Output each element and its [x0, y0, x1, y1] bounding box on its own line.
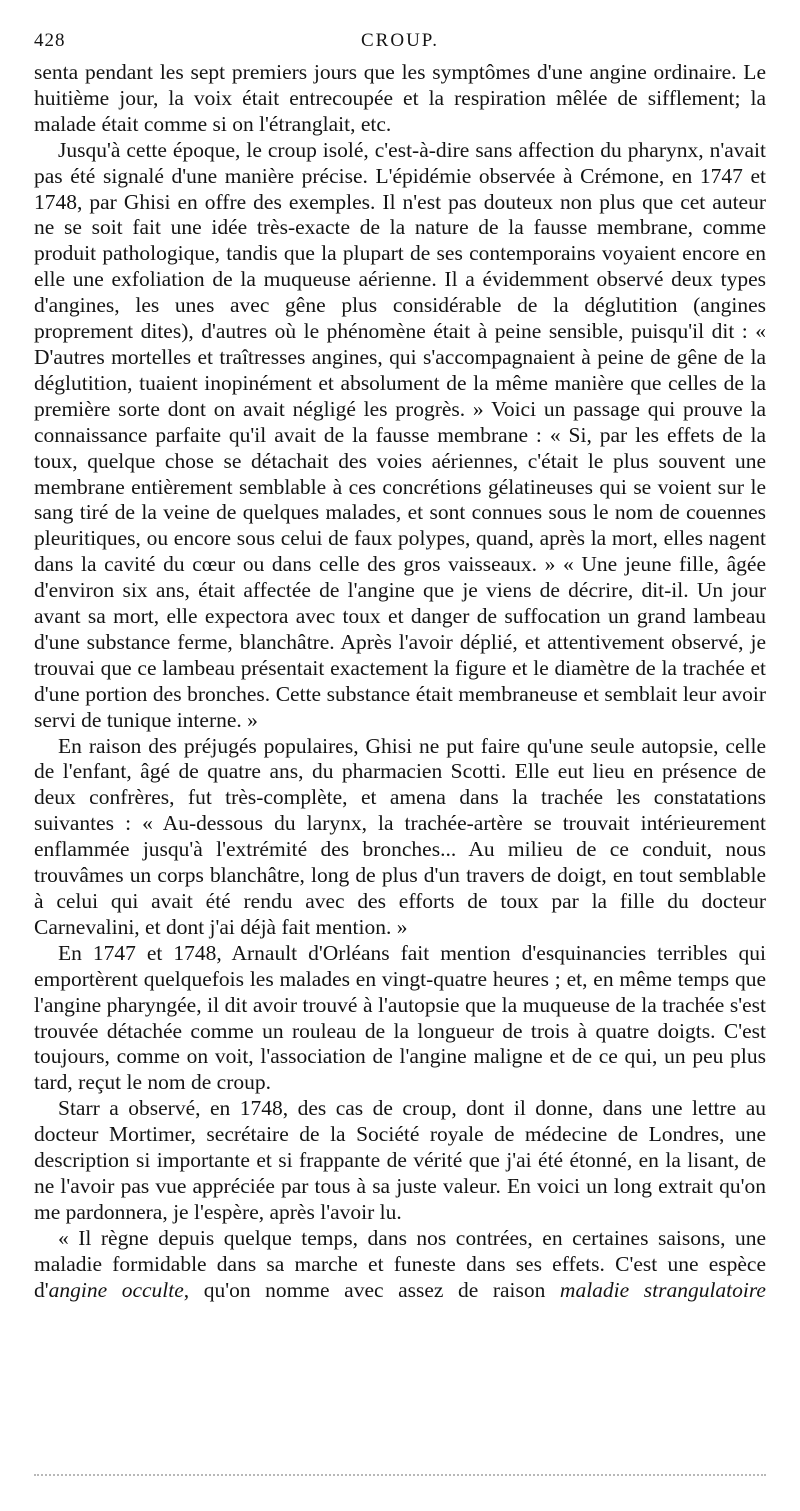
- paragraph: En 1747 et 1748, Arnault d'Orléans fait mention d'esquinancies terribles qui emportèrent quelquefois les malades en vingt-quatre heures ; et, en même temps que l'angine pharyngée, il dit avoir trouvé à l'autopsie que la muqueuse de la trachée s'est trouvée détachée comme un rouleau de la longueur de trois à quatre doigts. C'est toujours, comme on voit, l'association de l'angine maligne et de ce qui, un peu plus tard, reçut le nom de croup.: [34, 940, 766, 1095]
- book-page: [34, 30, 766, 1304]
- paragraph: Starr a observé, en 1748, des cas de croup, dont il donne, dans une lettre au docteur Mortimer, secrétaire de la Société royale de médecine de Londres, une description si importante et si frappante de vérité que j'ai été étonné, en la lisant, de ne l'avoir pas vue appréciée par tous à sa juste valeur. En voici un long extrait qu'on me pardonnera, je l'espère, après l'avoir lu.: [34, 1096, 766, 1224]
- paragraph: Jusqu'à cette époque, le croup isolé, c'est-à-dire sans affection du pharynx, n'avait pas été signalé d'une manière précise. L'épidémie observée à Crémone, en 1747 et 1748, par Ghisi en offre des exemples. Il n'est pas douteux non plus que cet auteur ne se soit fait une idée très-exacte de la nature de la fausse membrane, comme produit pathologique, tandis que la plupart de ses contemporains voyaient encore en elle une exfoliation de la muqueuse aérienne. Il a évidemment observé deux types d'angines, les unes avec gêne plus considérable de la déglutition (angines proprement dites), d'autres où le phénomène était à peine sensible, puisqu'il dit : « D'autres mortelles et traîtresses angines, qui s'accompagnaient à peine de gêne de la déglutition, tuaient inopinément et absolument de la même manière que celles de la première sorte dont on avait négligé les progrès. » Voici un passage qui prouve la connaissance parfaite qu'il avait de la fausse membrane : « Si, par les effets de la toux, quelque chose se détachait des voies aériennes, c'était le plus souvent une membrane entièrement semblable à ces concrétions gélatineuses qui se voient sur le sang tiré de la veine de quelques malades, et sont connues sous le nom de couennes pleuritiques, ou encore sous celui de faux polypes, quand, après la mort, elles nagent dans la cavité du cœur ou dans celle des gros vaisseaux. » « Une jeune fille, âgée d'environ six ans, était affectée de l'angine que je viens de décrire, dit-il. Un jour avant sa mort, elle expectora avec toux et danger de suffocation un grand lambeau d'une substance ferme, blanchâtre. Après l'avoir déplié, et attentivement observé, je trouvai que ce lambeau présentait exactement la figure et le diamètre de la trachée et d'une portion des bronches. Cette substance était membraneuse et semblait leur avoir servi de tunique interne. »: [34, 137, 766, 732]
- paragraph: En raison des préjugés populaires, Ghisi ne put faire qu'une seule autopsie, celle de l'enfant, âgé de quatre ans, du pharmacien Scotti. Elle eut lieu en présence de deux confrères, fut très-complète, et amena dans la trachée les constatations suivantes : « Au-dessous du larynx, la trachée-artère se trouvait intérieurement enflammée jusqu'à l'extrémité des bronches... Au milieu de ce conduit, nous trouvâmes un corps blanchâtre, long de plus d'un travers de doigt, en tout semblable à celui qui avait été rendu avec des efforts de toux par la fille du docteur Carnevalini, et dont j'ai déjà fait mention. »: [34, 733, 766, 939]
- paragraph-text: , qu'on nomme avec assez de raison: [183, 1277, 560, 1302]
- page-number: 428: [34, 30, 66, 51]
- paragraph-text: « Il règne depuis quelque temps, dans nos contrées, en certaines saisons, une maladie formidable dans sa marche et funeste dans ses effets. C'est une espèce d': [34, 1225, 766, 1302]
- italic-term: maladie strangulatoire: [559, 1277, 766, 1302]
- paragraph: senta pendant les sept premiers jours que les symptômes d'une angine ordinaire. Le huitième jour, la voix était entrecoupée et la respiration mêlée de sifflement; la malade était comme si on l'étranglait, etc.: [34, 60, 766, 136]
- page-header: [34, 30, 766, 58]
- paragraph-continued: [34, 1226, 766, 1304]
- footer-rule: [34, 1474, 766, 1476]
- body-text: [34, 60, 766, 1304]
- running-title: CROUP.: [361, 30, 439, 51]
- italic-term: angine occulte: [48, 1277, 184, 1302]
